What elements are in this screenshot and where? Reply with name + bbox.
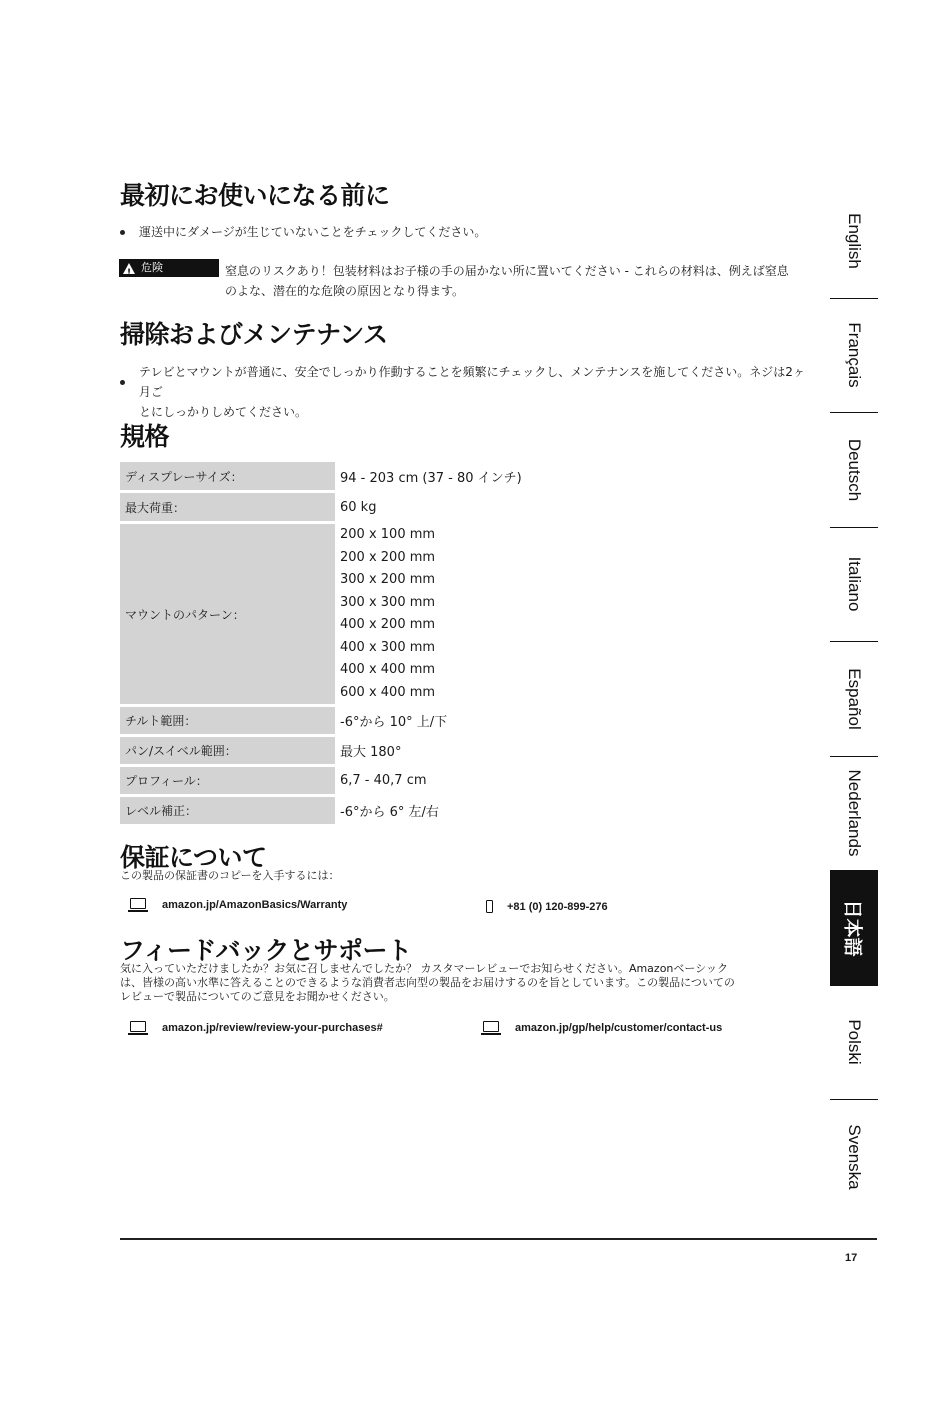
tab-label: English [845, 212, 864, 269]
bullet-item [120, 222, 486, 242]
spec-table [120, 459, 640, 827]
table-row [120, 737, 640, 764]
warning-icon [123, 263, 135, 274]
bullet-item [120, 362, 810, 422]
table-row [120, 462, 640, 490]
mount-pattern: 600 x 400 mm [340, 684, 436, 700]
heading-warranty: 保証について [120, 843, 267, 872]
warranty-phone-text[interactable]: +81 (0) 120-899-276 [507, 900, 608, 913]
language-tabs [830, 184, 878, 1215]
heading-cleaning: 掃除およびメンテナンス [120, 320, 388, 349]
laptop-icon [128, 898, 148, 912]
tab-deutsch[interactable] [830, 413, 878, 528]
feedback-text-line: は、皆様の高い水準に答えることのできるような消費者志向型の製品をお届けするのを旨としています。この製品についての [120, 976, 735, 989]
heading-specs: 規格 [120, 422, 170, 451]
tab-english[interactable] [830, 184, 878, 299]
table-row [120, 707, 640, 734]
mount-pattern: 200 x 100 mm [340, 527, 436, 542]
spec-value: -6°から 10° 上/下 [340, 715, 448, 730]
bullet-dot [120, 230, 125, 235]
footer-divider [120, 1238, 877, 1240]
bullet-text: とにしっかりしめてください。 [139, 405, 308, 419]
contact-link[interactable] [481, 1021, 722, 1035]
mount-pattern: 400 x 200 mm [340, 617, 436, 632]
mount-pattern: 400 x 400 mm [340, 662, 436, 677]
spec-label: チルト範囲： [120, 707, 335, 734]
tab-label: 日本語 [841, 899, 863, 957]
mount-pattern: 400 x 300 mm [340, 639, 436, 655]
spec-label: プロフィール： [120, 767, 335, 794]
tab-label: Français [845, 322, 864, 388]
spec-value: -6°から 6° 左/右 [340, 805, 439, 820]
mount-pattern: 300 x 200 mm [340, 572, 436, 587]
spec-label: パン/スイベル範囲： [120, 737, 335, 764]
warranty-intro: この製品の保証書のコピーを入手するには： [120, 869, 340, 882]
tab-japanese[interactable] [830, 871, 878, 986]
tab-label: Polski [845, 1019, 864, 1065]
tab-nederlands[interactable] [830, 757, 878, 872]
bullet-text: 運送中にダメージが生じていないことをチェックしてください。 [139, 225, 487, 239]
heading-before-first-use: 最初にお使いになる前に [120, 181, 390, 210]
spec-value-list [335, 524, 640, 704]
warning-label: 危険 [141, 261, 163, 274]
warning-badge [119, 259, 219, 277]
table-row [120, 767, 640, 794]
table-row [120, 493, 640, 521]
tab-italiano[interactable] [830, 528, 878, 643]
feedback-text [120, 962, 810, 1004]
spec-value: 94 - 203 cm (37 - 80 インチ) [340, 470, 522, 486]
spec-value: 最大 180° [340, 745, 402, 760]
tab-espanol[interactable] [830, 642, 878, 757]
review-link-text[interactable]: amazon.jp/review/review-your-purchases# [162, 1022, 383, 1034]
table-row [120, 524, 640, 704]
review-link[interactable] [128, 1021, 383, 1035]
tab-label: Deutsch [845, 438, 864, 501]
contact-link-text[interactable]: amazon.jp/gp/help/customer/contact-us [515, 1022, 723, 1034]
warranty-phone[interactable] [486, 900, 608, 913]
table-row [120, 797, 640, 824]
feedback-text-line: 気に入っていただけましたか？お気に召しませんでしたか？ カスタマーレビューでお知らせください。Amazonベーシック [120, 962, 728, 975]
mount-pattern: 300 x 300 mm [340, 594, 436, 610]
warning-text [225, 261, 815, 301]
feedback-text-line: レビューで製品についてのご意見をお聞かせください。 [120, 990, 395, 1003]
spec-value: 6,7 - 40,7 cm [340, 773, 427, 788]
tab-label: Nederlands [845, 769, 864, 857]
warning-text-line: 窒息のリスクあり！包装材料はお子様の手の届かない所に置いてください - これらの材料は、例えば窒息 [225, 264, 789, 278]
bullet-text: テレビとマウントが普通に、安全でしっかり作動することを頻繁にチェックし、メンテナンスを施してください。ネジは2ヶ月ご [138, 365, 805, 399]
spec-label: レベル補正： [120, 797, 335, 824]
tab-polski[interactable] [830, 986, 878, 1101]
tab-label: Español [845, 668, 864, 730]
laptop-icon [128, 1021, 148, 1035]
warning-text-line: のよな、潜在的な危険の原因となり得ます。 [225, 284, 465, 298]
spec-label: マウントのパターン： [120, 524, 335, 704]
spec-label: ディスプレーサイズ： [120, 462, 335, 490]
tab-francais[interactable] [830, 299, 878, 414]
warranty-link-text[interactable]: amazon.jp/AmazonBasics/Warranty [162, 899, 348, 911]
spec-value: 60 kg [340, 499, 377, 515]
page-number: 17 [845, 1252, 858, 1264]
spec-label: 最大荷重： [120, 493, 335, 521]
tab-label: Italiano [845, 556, 864, 612]
bullet-dot [120, 380, 125, 385]
mount-pattern: 200 x 200 mm [340, 549, 436, 565]
heading-feedback: フィードバックとサポート [120, 936, 412, 965]
phone-icon [486, 900, 493, 913]
tab-svenska[interactable] [830, 1100, 878, 1215]
tab-label: Svenska [845, 1124, 864, 1190]
warranty-link[interactable] [128, 898, 347, 912]
laptop-icon [481, 1021, 501, 1035]
